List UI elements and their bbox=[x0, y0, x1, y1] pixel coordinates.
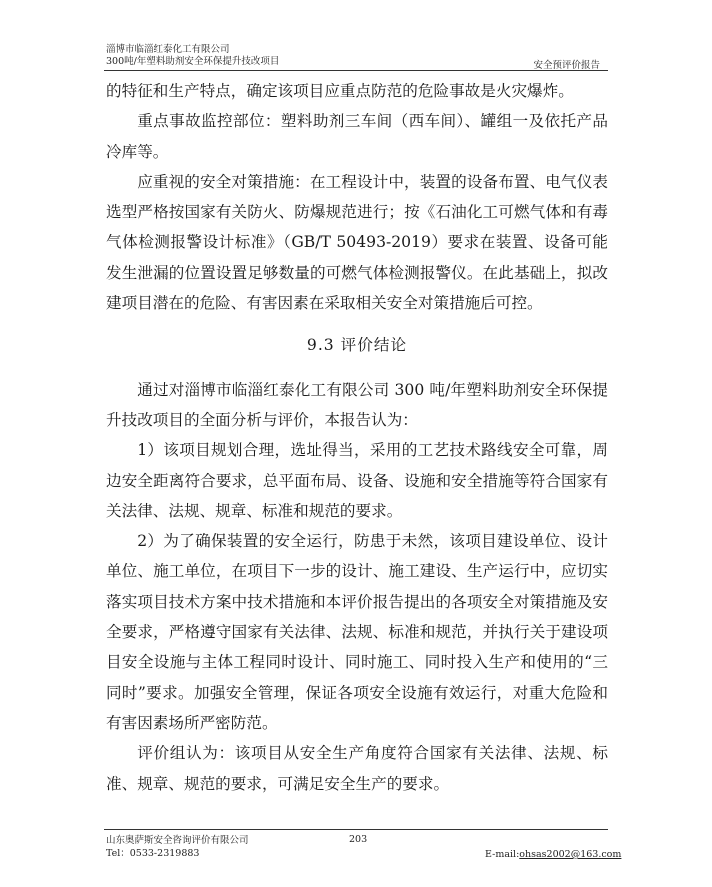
section-heading: 9.3 评价结论 bbox=[306, 336, 408, 355]
footer-tel: Tel：0533-2319883 bbox=[106, 848, 200, 859]
footer-divider bbox=[104, 829, 608, 830]
header-doc-type: 安全预评价报告 bbox=[533, 60, 600, 71]
header-divider bbox=[104, 70, 608, 71]
header-project: 300吨/年塑料助剂安全环保提升技改项目 bbox=[106, 56, 280, 67]
page-number: 203 bbox=[349, 834, 368, 845]
document-body bbox=[106, 76, 608, 799]
paragraph-3: 应重视的安全对策措施：在工程设计中，装置的设备布置、电气仪表选型严格按国家有关防火、防爆规范进行；按《石油化工可燃气体和有毒气体检测报警设计标准》（GB/T 50493-2019）要求在装置、设备可能发生泄漏的位置设置足够数量的可燃气体检测报警仪。在此基础上，拟改建项目潜在的危险、有害因素在采取相关安全对策措施后可控。 bbox=[106, 172, 608, 313]
paragraph-2: 重点事故监控部位：塑料助剂三车间（西车间）、罐组一及依托产品冷库等。 bbox=[106, 112, 608, 161]
header-company: 淄博市临淄红泰化工有限公司 bbox=[106, 44, 230, 55]
paragraph-7: 评价组认为：该项目从安全生产角度符合国家有关法律、法规、标准、规章、规范的要求，可满足安全生产的要求。 bbox=[106, 744, 608, 793]
paragraph-1: 的特征和生产特点，确定该项目应重点防范的危险事故是火灾爆炸。 bbox=[106, 82, 574, 100]
paragraph-5: 1）该项目规划合理，选址得当，采用的工艺技术路线安全可靠，周边安全距离符合要求，总平面布局、设备、设施和安全措施等符合国家有关法律、法规、规章、标准和规范的要求。 bbox=[106, 441, 608, 520]
email-link[interactable]: ohsas2002@163.com bbox=[519, 849, 622, 860]
paragraph-4: 通过对淄博市临淄红泰化工有限公司 300 吨/年塑料助剂安全环保提升技改项目的全面分析与评价，本报告认为： bbox=[106, 380, 608, 429]
footer-left bbox=[106, 834, 249, 860]
footer-email bbox=[485, 849, 621, 860]
paragraph-6: 2）为了确保装置的安全运行，防患于未然，该项目建设单位、设计单位、施工单位，在项目下一步的设计、施工建设、生产运行中，应切实落实项目技术方案中技术措施和本评价报告提出的各项安全对策措施及安全要求，严格遵守国家有关法律、法规、标准和规范，并执行关于建设项目安全设施与主体工程同时设计、同时施工、同时投入生产和使用的“三同时”要求。加强安全管理，保证各项安全设施有效运行，对重大危险和有害因素场所严密防范。 bbox=[106, 532, 608, 732]
footer-company: 山东奥萨斯安全咨询评价有限公司 bbox=[106, 835, 249, 846]
header-left bbox=[106, 44, 279, 68]
email-label: E-mail: bbox=[485, 849, 520, 860]
